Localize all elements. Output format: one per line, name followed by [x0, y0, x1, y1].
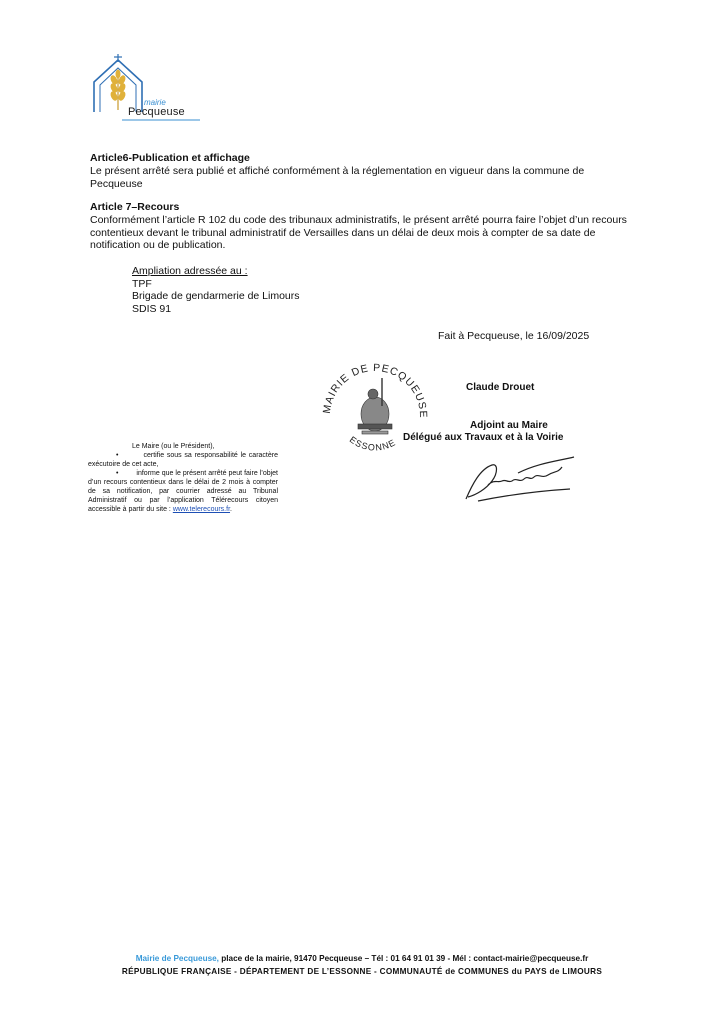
notice-bullet: • certifie sous sa responsabilité le caractère exécutoire de cet acte,: [88, 452, 278, 468]
telerecours-link[interactable]: www.telerecours.fr: [172, 506, 231, 513]
handwritten-signature: [458, 455, 578, 505]
svg-text:MAIRIE DE PECQUEUSE: MAIRIE DE PECQUEUSE: [320, 361, 430, 419]
notice-bullet: • informe que le présent arrêté peut faire l’objet d’un recours contentieux dans le délai de 2 mois à compter de sa notification, par courrier adressé au Tribunal Administratif ou par l’application Télérecours citoyen accessible à partir du site : www.telerecours.fr.: [88, 470, 278, 513]
notice-bullet-text: certifie sous sa responsabilité le caractère exécutoire de cet acte,: [88, 452, 278, 468]
legal-notice: [88, 442, 278, 514]
logo-name: Pecqueuse: [128, 106, 185, 118]
article6-body: Le présent arrêté sera publié et affiché conformément à la réglementation en vigueur dans la commune de Pecqueuse: [90, 165, 585, 190]
signature-icon: [458, 455, 578, 505]
footer-contact-text: place de la mairie, 91470 Pecqueuse – Tél : 01 64 91 01 39 - Mél : contact-mairie@pecqueuse.fr: [218, 954, 589, 963]
ampliation-item: TPF: [132, 277, 152, 290]
place-date: Fait à Pecqueuse, le 16/09/2025: [438, 330, 590, 342]
mairie-logo: [92, 52, 202, 124]
ampliation-title: Ampliation adressée au :: [132, 265, 248, 277]
ampliation-item: Brigade de gendarmerie de Limours: [132, 290, 300, 303]
notice-end: .: [230, 506, 232, 513]
signatory-name: Claude Drouet: [466, 382, 535, 393]
notice-bullet-text: informe que le présent arrêté peut faire l’objet d’un recours contentieux dans le délai de 2 mois à compter de sa notification, par courrier adressé au Tribunal Administratif ou par l’application Télérecours citoyen accessible à partir du site :: [88, 470, 278, 513]
article7-body: Conformément l’article R 102 du code des tribunaux administratifs, le présent arrêté pourra faire l’objet d’un recours contentieux devant le tribunal administratif de Versailles dans un délai de deux mois à compter de sa date de notification ou de publication.: [90, 214, 627, 251]
footer-mairie-name: Mairie de Pecqueuse,: [135, 954, 219, 963]
ampliation-item: SDIS 91: [132, 302, 172, 315]
footer-administrative: RÉPUBLIQUE FRANÇAISE - DÉPARTEMENT DE L’ESSONNE - COMMUNAUTÉ de COMMUNES du PAYS de LIMOURS: [121, 967, 603, 976]
signatory-role: Adjoint au Maire: [470, 420, 548, 431]
article7-title: Article 7–Recours: [90, 201, 180, 213]
logo-small-text: mairie: [144, 98, 166, 107]
ampliation-block: [132, 265, 300, 315]
article6-title: Article6-Publication et affichage: [90, 152, 250, 164]
footer-contact: [0, 954, 724, 963]
notice-heading: Le Maire (ou le Président),: [132, 443, 215, 450]
svg-text:ESSONNE: ESSONNE: [347, 434, 398, 453]
signatory-delegation: Délégué aux Travaux et à la Voirie: [403, 432, 564, 443]
